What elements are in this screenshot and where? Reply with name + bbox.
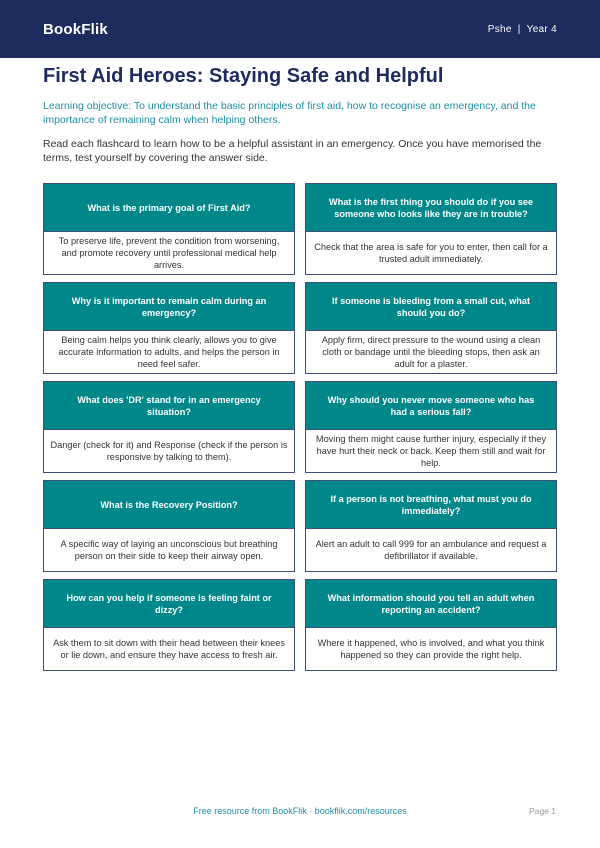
flashcard-answer: Being calm helps you think clearly, allows you to give accurate information to adults, and helps the person in need feel safer. <box>44 331 294 373</box>
flashcard-question: Why should you never move someone who has had a serious fall? <box>306 382 556 430</box>
flashcard-answer: To preserve life, prevent the condition from worsening, and promote recovery until professional medical help arrives. <box>44 232 294 274</box>
flashcard-grid <box>43 183 557 678</box>
footer-resource-link[interactable]: Free resource from BookFlik · bookflik.com/resources <box>193 806 407 816</box>
flashcard-question: What information should you tell an adult when reporting an accident? <box>306 580 556 628</box>
flashcard[interactable] <box>43 282 295 374</box>
flashcard-question: What is the primary goal of First Aid? <box>44 184 294 232</box>
flashcard[interactable] <box>305 579 557 671</box>
flashcard-question: Why is it important to remain calm during an emergency? <box>44 283 294 331</box>
flashcard-question: What does 'DR' stand for in an emergency situation? <box>44 382 294 430</box>
flashcard-question: What is the Recovery Position? <box>44 481 294 529</box>
flashcard-question: If someone is bleeding from a small cut, what should you do? <box>306 283 556 331</box>
flashcard-question: What is the first thing you should do if you see someone who looks like they are in trouble? <box>306 184 556 232</box>
meta-separator: | <box>517 23 521 35</box>
year-label: Year 4 <box>526 23 557 35</box>
flashcard[interactable] <box>43 480 295 572</box>
page-title: First Aid Heroes: Staying Safe and Helpful <box>43 65 444 87</box>
page-footer <box>0 806 600 820</box>
flashcard-answer: Where it happened, who is involved, and what you think happened so they can provide the right help. <box>306 628 556 670</box>
learning-objective: Learning objective: To understand the basic principles of first aid, how to recognise an emergency, and the importance of remaining calm when helping others. <box>43 100 536 126</box>
flashcard-answer: Ask them to sit down with their head between their knees or lie down, and ensure they have access to fresh air. <box>44 628 294 670</box>
flashcard[interactable] <box>43 381 295 473</box>
page-number: Page 1 <box>529 806 556 816</box>
flashcard[interactable] <box>305 282 557 374</box>
header-meta <box>488 24 557 35</box>
flashcard[interactable] <box>43 579 295 671</box>
flashcard-question: How can you help if someone is feeling faint or dizzy? <box>44 580 294 628</box>
flashcard-answer: Danger (check for it) and Response (check if the person is responsive by talking to them). <box>44 430 294 472</box>
flashcard-answer: Alert an adult to call 999 for an ambulance and request a defibrillator if available. <box>306 529 556 571</box>
intro-text: Read each flashcard to learn how to be a helpful assistant in an emergency. Once you have memorised the terms, test yourself by covering the answer side. <box>43 138 542 164</box>
flashcard[interactable] <box>305 183 557 275</box>
flashcard[interactable] <box>305 381 557 473</box>
flashcard-answer: Apply firm, direct pressure to the wound using a clean cloth or bandage until the bleeding stops, then ask an adult for a plaster. <box>306 331 556 373</box>
brand-logo[interactable]: BookFlik <box>43 20 108 38</box>
flashcard-answer: A specific way of laying an unconscious but breathing person on their side to keep their airway open. <box>44 529 294 571</box>
subject-label: Pshe <box>487 23 512 35</box>
flashcard[interactable] <box>305 480 557 572</box>
page-header <box>0 0 600 58</box>
flashcard-question: If a person is not breathing, what must you do immediately? <box>306 481 556 529</box>
flashcard-answer: Moving them might cause further injury, especially if they have hurt their neck or back. Keep them still and wait for help. <box>306 430 556 472</box>
flashcard[interactable] <box>43 183 295 275</box>
flashcard-answer: Check that the area is safe for you to enter, then call for a trusted adult immediately. <box>306 232 556 274</box>
